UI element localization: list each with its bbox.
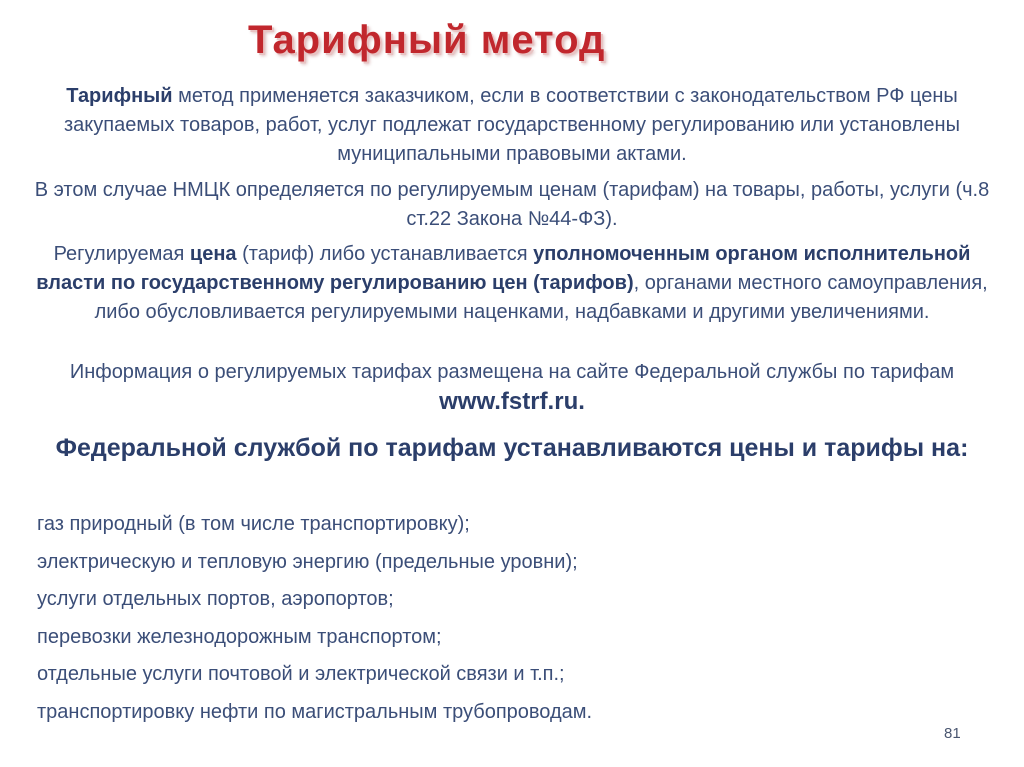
list-item: услуги отдельных портов, аэропортов;	[37, 588, 394, 610]
paragraph-regulated-price	[30, 240, 994, 327]
paragraph-text: метод применяется заказчиком, если в соответствии с законодательством РФ цены закупаемых товаров, работ, услуг подлежат государственному регулированию или установлены муниципальными правовыми актами.	[64, 85, 960, 165]
list-item: транспортировку нефти по магистральным трубопроводам.	[37, 700, 593, 723]
bold-term-tariff: Тарифный	[66, 85, 173, 107]
subheading-fst-tariffs: Федеральной службой по тарифам устанавливаются цены и тарифы на:	[55, 434, 969, 462]
paragraph-nmck: В этом случае НМЦК определяется по регулируемым ценам (тарифам) на товары, работы, услуги (ч.8 ст.22 Закона №44-ФЗ).	[34, 179, 990, 230]
page-number: 81	[944, 725, 961, 742]
paragraph-text: , органами местного самоуправления, либо обусловливается регулируемыми наценками, надбавками и другими увеличениями.	[94, 272, 988, 323]
tariff-items-list	[37, 511, 592, 736]
paragraph-tariff-method	[30, 82, 994, 169]
list-item: отдельные услуги почтовой и электрической связи и т.п.;	[37, 663, 565, 685]
list-item: газ природный (в том числе транспортировку);	[37, 513, 470, 535]
slide-title: Тарифный метод	[248, 18, 606, 62]
bold-term-authority: уполномоченным органом исполнительной власти по государственному регулированию цен (тарифов)	[36, 243, 971, 294]
website-link[interactable]: www.fstrf.ru.	[439, 388, 585, 415]
list-item: электрическую и тепловую энергию (предельные уровни);	[37, 550, 578, 573]
paragraph-text: Регулируемая	[53, 243, 190, 265]
paragraph-info-site	[30, 358, 994, 418]
paragraph-text: Информация о регулируемых тарифах размещена на сайте Федеральной службы по тарифам	[69, 361, 955, 383]
bold-term-price: цена	[189, 243, 237, 265]
list-item: перевозки железнодорожным транспортом;	[37, 625, 442, 648]
paragraph-text: (тариф) либо устанавливается	[236, 243, 534, 265]
